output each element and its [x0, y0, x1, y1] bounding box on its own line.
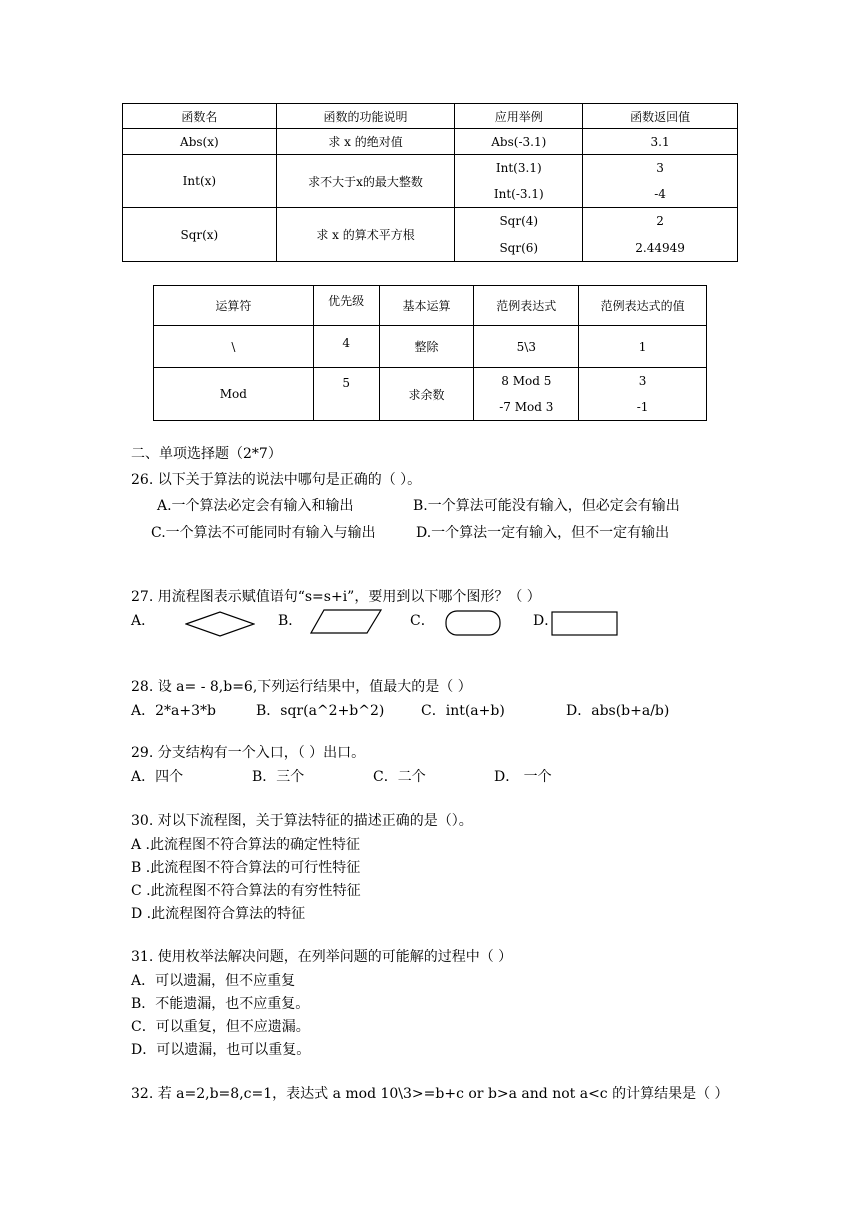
- example-expr: 8 Mod 5 -7 Mod 3: [474, 368, 579, 421]
- q29-option-b: B．三个: [252, 769, 305, 785]
- function-example: Abs(-3.1): [455, 129, 583, 155]
- q28-option-d: D．abs(b+a/b): [566, 703, 670, 719]
- q27-option-c: C．: [410, 613, 435, 629]
- question-29-stem: 29. 分支结构有一个入口，（ ）出口。: [131, 745, 366, 761]
- diamond-shape-icon: [185, 611, 255, 637]
- q31-option-c: C．可以重复，但不应遗漏。: [131, 1019, 310, 1035]
- table-row: [123, 129, 738, 155]
- q26-option-b: B.一个算法可能没有输入，但必定会有输出: [413, 498, 680, 514]
- q27-option-b: B．: [278, 613, 303, 629]
- function-desc: 求 x 的绝对值: [276, 129, 455, 155]
- function-result: 3.1: [583, 129, 738, 155]
- question-26-stem: 26. 以下关于算法的说法中哪句是正确的（ ）。: [131, 472, 422, 488]
- question-32-stem: 32. 若 a=2,b=8,c=1，表达式 a mod 10\3>=b+c or b>a and not a<c 的计算结果是（ ）: [131, 1086, 729, 1102]
- table-row: [154, 368, 707, 421]
- header-cell: 范例表达式的值: [579, 286, 707, 326]
- question-27-stem: 27. 用流程图表示赋值语句“s=s+i”，要用到以下哪个图形？（ ）: [131, 589, 541, 605]
- q31-option-a: A．可以遗漏，但不应重复: [131, 973, 296, 989]
- example-value: 1: [579, 326, 707, 368]
- example-value: 3 -1: [579, 368, 707, 421]
- q30-option-b: B .此流程图不符合算法的可行性特征: [131, 860, 361, 876]
- q28-option-a: A．2*a+3*b: [131, 703, 216, 719]
- function-name: Sqr(x): [123, 208, 277, 262]
- function-name: Int(x): [123, 155, 277, 208]
- q30-option-c: C .此流程图不符合算法的有穷性特征: [131, 883, 361, 899]
- q30-option-a: A .此流程图不符合算法的确定性特征: [131, 837, 361, 853]
- header-cell: 基本运算: [379, 286, 474, 326]
- rectangle-shape-icon: [551, 611, 618, 636]
- header-cell: 应用举例: [455, 104, 583, 129]
- operator: \: [154, 326, 314, 368]
- question-30-stem: 30. 对以下流程图，关于算法特征的描述正确的是（）。: [131, 813, 473, 829]
- function-table: [122, 103, 738, 262]
- question-31-stem: 31. 使用枚举法解决问题，在列举问题的可能解的过程中（ ）: [131, 949, 513, 965]
- q28-option-c: C．int(a+b): [421, 703, 505, 719]
- q26-option-c: C.一个算法不可能同时有输入与输出: [151, 525, 376, 541]
- header-cell: 范例表达式: [474, 286, 579, 326]
- function-desc: 求 x 的算术平方根: [276, 208, 455, 262]
- basic-op: 整除: [379, 326, 474, 368]
- question-28-stem: 28. 设 a= - 8,b=6,下列运行结果中，值最大的是（ ）: [131, 679, 472, 695]
- header-cell: 函数的功能说明: [276, 104, 455, 129]
- q26-option-a: A.一个算法必定会有输入和输出: [157, 498, 354, 514]
- q31-option-b: B．不能遗漏，也不应重复。: [131, 996, 310, 1012]
- function-example: Sqr(4) Sqr(6): [455, 208, 583, 262]
- q29-option-c: C．二个: [373, 769, 426, 785]
- priority: 5: [313, 368, 379, 421]
- q26-option-d: D.一个算法一定有输入，但不一定有输出: [416, 525, 670, 541]
- operator: Mod: [154, 368, 314, 421]
- q29-option-d: D． 一个: [494, 769, 552, 785]
- header-cell: 运算符: [154, 286, 314, 326]
- header-cell: 函数名: [123, 104, 277, 129]
- example-expr: 5\3: [474, 326, 579, 368]
- q27-option-a: A．: [131, 613, 156, 629]
- operator-table: [153, 285, 707, 421]
- header-cell: 优先级: [313, 286, 379, 326]
- priority: 4: [313, 326, 379, 368]
- function-name: Abs(x): [123, 129, 277, 155]
- q29-option-a: A．四个: [131, 769, 184, 785]
- function-example: Int(3.1) Int(-3.1): [455, 155, 583, 208]
- section-title: 二、单项选择题（2*7）: [131, 446, 282, 462]
- function-result: 2 2.44949: [583, 208, 738, 262]
- q30-option-d: D .此流程图符合算法的特征: [131, 906, 306, 922]
- function-desc: 求不大于x的最大整数: [276, 155, 455, 208]
- rounded-rectangle-shape-icon: [445, 610, 501, 636]
- parallelogram-shape-icon: [310, 609, 382, 634]
- table-row: [123, 155, 738, 208]
- function-result: 3 -4: [583, 155, 738, 208]
- table-row: [123, 208, 738, 262]
- header-cell: 函数返回值: [583, 104, 738, 129]
- q27-option-d: D．: [533, 613, 559, 629]
- q28-option-b: B．sqr(a^2+b^2): [256, 703, 385, 719]
- table-row: [154, 326, 707, 368]
- basic-op: 求余数: [379, 368, 474, 421]
- q31-option-d: D．可以遗漏，也可以重复。: [131, 1042, 311, 1058]
